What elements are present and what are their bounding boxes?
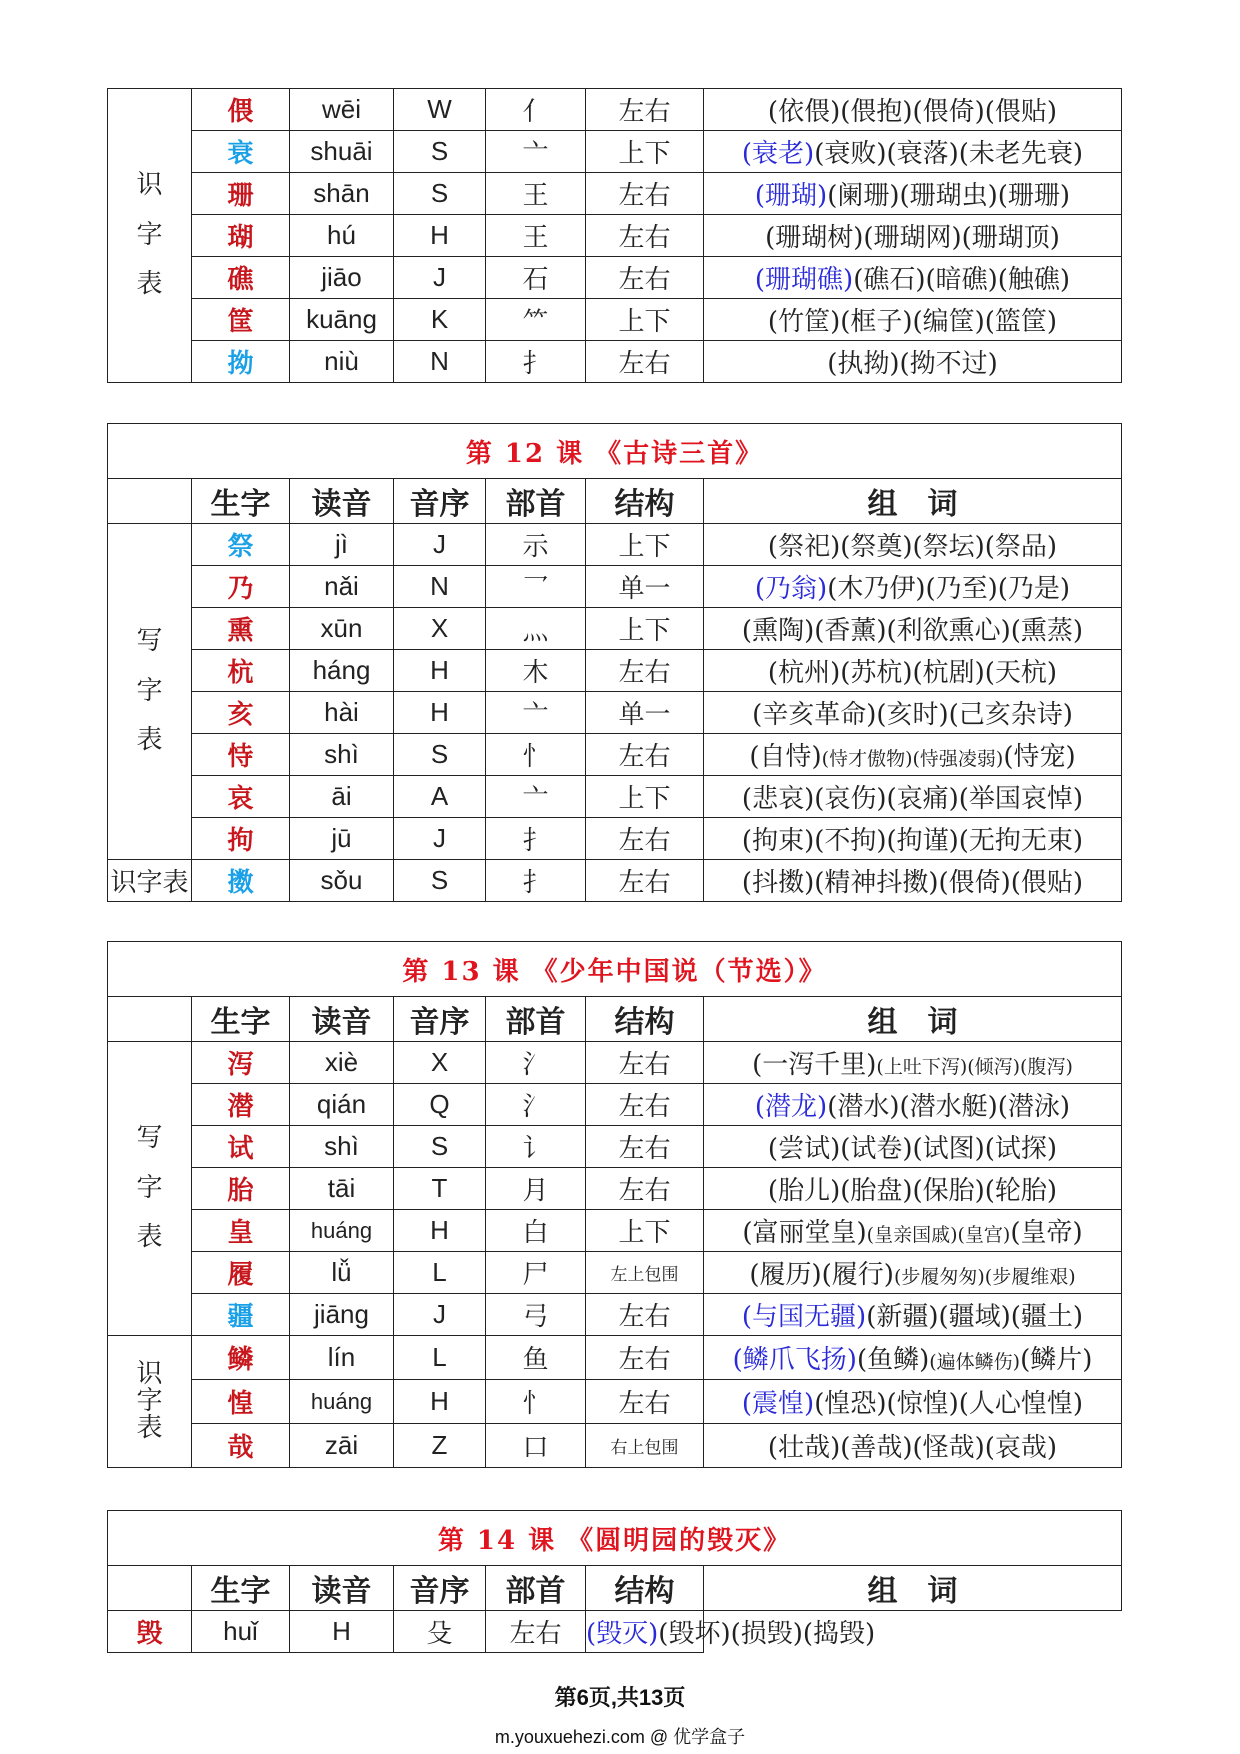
word-group: (珊瑚): [754, 181, 828, 211]
pinyin: zāi: [290, 1424, 394, 1468]
word-list: [704, 524, 1122, 566]
table-row: [108, 776, 1122, 818]
word-group: (乃翁): [754, 574, 828, 604]
pinyin: huáng: [290, 1380, 394, 1424]
sequence-letter: H: [394, 215, 486, 257]
pinyin: shì: [290, 734, 394, 776]
word-list: [704, 341, 1122, 383]
character: 擞: [192, 860, 290, 902]
word-list: [704, 1126, 1122, 1168]
pinyin: niù: [290, 341, 394, 383]
word-group: (珊瑚礁): [754, 265, 854, 295]
character: 哉: [192, 1424, 290, 1468]
character: 胎: [192, 1168, 290, 1210]
word-group: (履历)(履行): [749, 1260, 894, 1290]
word-list: [704, 1380, 1122, 1424]
character: 泻: [192, 1042, 290, 1084]
structure: 左右: [586, 257, 704, 299]
structure: 单一: [586, 566, 704, 608]
table-row: [108, 215, 1122, 257]
character: 潜: [192, 1084, 290, 1126]
table-row: [108, 173, 1122, 215]
word-list: [704, 692, 1122, 734]
structure: 上下: [586, 608, 704, 650]
table-row: [108, 1210, 1122, 1252]
header-row: [108, 1566, 1122, 1611]
structure: 上下: [586, 1210, 704, 1252]
word-group: (抖擞)(精神抖擞)(偎倚)(偎贴): [741, 868, 1084, 898]
word-list: [704, 608, 1122, 650]
word-group: (潜水)(潜水艇)(潜泳): [827, 1092, 1071, 1122]
word-list: [704, 650, 1122, 692]
radical: 亻: [486, 89, 586, 131]
word-group: (祭祀)(祭奠)(祭坛)(祭品): [767, 532, 1058, 562]
word-group: (毁坏)(损毁)(捣毁): [658, 1619, 876, 1649]
lesson-11-continued-table: [107, 88, 1122, 383]
radical: 鱼: [486, 1336, 586, 1380]
word-list: [704, 860, 1122, 902]
radical: 忄: [486, 1380, 586, 1424]
sequence-letter: J: [394, 524, 486, 566]
table-row: [108, 1126, 1122, 1168]
header-structure: 结构: [586, 1566, 704, 1611]
character: 恃: [192, 734, 290, 776]
header-blank: [108, 479, 192, 524]
sequence-letter: N: [394, 566, 486, 608]
pinyin: lín: [290, 1336, 394, 1380]
word-group: (阑珊)(珊瑚虫)(珊珊): [827, 181, 1071, 211]
word-group: (自恃): [749, 742, 822, 772]
word-list: [704, 299, 1122, 341]
structure: 左右: [586, 89, 704, 131]
pinyin: xūn: [290, 608, 394, 650]
word-group: (胎儿)(胎盘)(保胎)(轮胎): [767, 1176, 1058, 1206]
radical: 扌: [486, 818, 586, 860]
table-row: [108, 524, 1122, 566]
structure: 左右: [586, 1084, 704, 1126]
section-label-text: 写字表: [136, 626, 163, 756]
sequence-letter: S: [394, 1126, 486, 1168]
pinyin: qián: [290, 1084, 394, 1126]
header-words: 组 词: [704, 997, 1122, 1042]
header-row: [108, 997, 1122, 1042]
table-row: [108, 1252, 1122, 1294]
table-row: [108, 1380, 1122, 1424]
structure: 左右: [586, 650, 704, 692]
sequence-letter: S: [394, 734, 486, 776]
radical: 扌: [486, 860, 586, 902]
word-list: [704, 173, 1122, 215]
word-list: [704, 1210, 1122, 1252]
header-structure: 结构: [586, 479, 704, 524]
word-list: [704, 1168, 1122, 1210]
pinyin: shān: [290, 173, 394, 215]
word-group: (皇亲国戚)(皇宫): [866, 1224, 1011, 1246]
character: 偎: [192, 89, 290, 131]
word-group: (新疆)(疆域)(疆土): [866, 1302, 1084, 1332]
sequence-letter: X: [394, 608, 486, 650]
radical: 亠: [486, 776, 586, 818]
sequence-letter: T: [394, 1168, 486, 1210]
radical: 王: [486, 215, 586, 257]
character: 鳞: [192, 1336, 290, 1380]
word-list: [704, 89, 1122, 131]
structure: 左右: [586, 173, 704, 215]
word-group: (鳞片): [1020, 1345, 1093, 1375]
table-row: [108, 257, 1122, 299]
word-group: (尝试)(试卷)(试图)(试探): [767, 1134, 1058, 1164]
word-group: (衰老): [741, 139, 815, 169]
structure: 左上包围: [586, 1252, 704, 1294]
table-section-label: [108, 1336, 192, 1468]
structure: 上下: [586, 524, 704, 566]
radical: 殳: [394, 1611, 486, 1653]
sequence-letter: J: [394, 1294, 486, 1336]
header-blank: [108, 997, 192, 1042]
word-group: (珊瑚树)(珊瑚网)(珊瑚顶): [765, 223, 1060, 253]
character: 衰: [192, 131, 290, 173]
sequence-letter: W: [394, 89, 486, 131]
sequence-letter: J: [394, 257, 486, 299]
header-radical: 部首: [486, 1566, 586, 1611]
pinyin: jiāng: [290, 1294, 394, 1336]
section-label-text: 识字表: [136, 1358, 163, 1444]
pinyin: jì: [290, 524, 394, 566]
character: 毁: [108, 1611, 192, 1653]
character: 哀: [192, 776, 290, 818]
character: 筐: [192, 299, 290, 341]
character: 瑚: [192, 215, 290, 257]
header-pinyin: 读音: [290, 479, 394, 524]
word-group: (壮哉)(善哉)(怪哉)(哀哉): [767, 1433, 1058, 1463]
word-group: (竹筐)(框子)(编筐)(篮筐): [767, 307, 1058, 337]
table-row: [108, 299, 1122, 341]
structure: 上下: [586, 299, 704, 341]
word-group: (潜龙): [754, 1092, 828, 1122]
word-group: (步履匆匆)(步履维艰): [893, 1266, 1076, 1288]
structure: 左右: [586, 1168, 704, 1210]
word-list: [586, 1611, 876, 1653]
pinyin: huáng: [290, 1210, 394, 1252]
structure: 左右: [586, 818, 704, 860]
table-row: [108, 734, 1122, 776]
character: 试: [192, 1126, 290, 1168]
pinyin: shì: [290, 1126, 394, 1168]
header-sequence: 音序: [394, 997, 486, 1042]
sequence-letter: J: [394, 818, 486, 860]
header-row: [108, 479, 1122, 524]
table-row: [108, 131, 1122, 173]
table-row: [108, 1084, 1122, 1126]
word-group: (毁灭): [586, 1619, 659, 1649]
structure: 左右: [586, 1042, 704, 1084]
radical: 讠: [486, 1126, 586, 1168]
table-row: [108, 1042, 1122, 1084]
table-row: [108, 692, 1122, 734]
structure: 左右: [586, 734, 704, 776]
lesson-13-table: [107, 941, 1122, 1468]
pinyin: tāi: [290, 1168, 394, 1210]
structure: 左右: [586, 1294, 704, 1336]
table-row: [108, 566, 1122, 608]
radical: ⺮: [486, 299, 586, 341]
structure: 左右: [586, 1126, 704, 1168]
radical: 王: [486, 173, 586, 215]
header-sequence: 音序: [394, 1566, 486, 1611]
radical: 忄: [486, 734, 586, 776]
header-radical: 部首: [486, 997, 586, 1042]
radical: 灬: [486, 608, 586, 650]
table-row: [108, 1294, 1122, 1336]
sequence-letter: L: [394, 1252, 486, 1294]
pinyin: jū: [290, 818, 394, 860]
sequence-letter: S: [394, 173, 486, 215]
word-group: (与国无疆): [741, 1302, 867, 1332]
pinyin: hú: [290, 215, 394, 257]
table-row: [108, 608, 1122, 650]
word-list: [704, 215, 1122, 257]
character: 乃: [192, 566, 290, 608]
table-row: [108, 1424, 1122, 1468]
word-group: (拘束)(不拘)(拘谨)(无拘无束): [741, 826, 1084, 856]
word-group: (依偎)(偎抱)(偎倚)(偎贴): [767, 97, 1058, 127]
section-label-text: 识字表: [136, 170, 163, 300]
character: 拗: [192, 341, 290, 383]
pinyin: huǐ: [192, 1611, 290, 1653]
header-blank: [108, 1566, 192, 1611]
word-group: (遍体鳞伤): [929, 1351, 1021, 1373]
word-group: (恃才傲物)(恃强凌弱): [821, 748, 1004, 770]
word-list: [704, 566, 1122, 608]
structure: 左右: [486, 1611, 586, 1653]
table-row: [108, 860, 1122, 902]
table-row: [108, 1611, 1122, 1653]
radical: 乛: [486, 566, 586, 608]
sequence-letter: H: [394, 692, 486, 734]
radical: 亠: [486, 131, 586, 173]
pinyin: wēi: [290, 89, 394, 131]
word-group: (杭州)(苏杭)(杭剧)(天杭): [767, 658, 1058, 688]
word-list: [704, 1084, 1122, 1126]
word-group: (一泻千里): [752, 1050, 877, 1080]
word-group: (惶恐)(惊惶)(人心惶惶): [814, 1389, 1084, 1419]
header-pinyin: 读音: [290, 997, 394, 1042]
header-sequence: 音序: [394, 479, 486, 524]
word-group: (辛亥革命)(亥时)(己亥杂诗): [752, 700, 1073, 730]
radical: 尸: [486, 1252, 586, 1294]
table-row: [108, 650, 1122, 692]
word-group: (皇帝): [1010, 1218, 1083, 1248]
sequence-letter: N: [394, 341, 486, 383]
word-list: [704, 1294, 1122, 1336]
word-group: (富丽堂皇): [742, 1218, 867, 1248]
header-radical: 部首: [486, 479, 586, 524]
structure: 左右: [586, 215, 704, 257]
word-group: (鱼鳞): [856, 1345, 930, 1375]
word-list: [704, 1252, 1122, 1294]
header-char: 生字: [192, 479, 290, 524]
lesson-title: 第 12 课 《古诗三首》: [108, 424, 1122, 479]
sequence-letter: K: [394, 299, 486, 341]
character: 拘: [192, 818, 290, 860]
word-group: (恃宠): [1003, 742, 1076, 772]
word-list: [704, 734, 1122, 776]
pinyin: lǚ: [290, 1252, 394, 1294]
sequence-letter: H: [394, 650, 486, 692]
character: 疆: [192, 1294, 290, 1336]
radical: 月: [486, 1168, 586, 1210]
character: 亥: [192, 692, 290, 734]
header-structure: 结构: [586, 997, 704, 1042]
character: 惶: [192, 1380, 290, 1424]
sequence-letter: H: [290, 1611, 394, 1653]
lesson-14-table: [107, 1510, 1122, 1653]
table-section-label: [108, 89, 192, 383]
sequence-letter: H: [394, 1210, 486, 1252]
word-group: (熏陶)(香薰)(利欲熏心)(熏蒸): [741, 616, 1084, 646]
word-list: [704, 818, 1122, 860]
header-words: 组 词: [704, 479, 1122, 524]
character: 履: [192, 1252, 290, 1294]
character: 杭: [192, 650, 290, 692]
radical: 示: [486, 524, 586, 566]
site-watermark: m.youxuehezi.com @ 优学盒子: [494, 1727, 746, 1747]
table-section-label: [108, 1042, 192, 1336]
radical: 氵: [486, 1042, 586, 1084]
header-pinyin: 读音: [290, 1566, 394, 1611]
word-group: (木乃伊)(乃至)(乃是): [827, 574, 1071, 604]
word-group: (上吐下泻)(倾泻)(腹泻): [876, 1056, 1073, 1078]
table-row: [108, 89, 1122, 131]
sequence-letter: L: [394, 1336, 486, 1380]
pinyin: xiè: [290, 1042, 394, 1084]
sequence-letter: S: [394, 860, 486, 902]
structure: 左右: [586, 341, 704, 383]
sequence-letter: Z: [394, 1424, 486, 1468]
header-char: 生字: [192, 997, 290, 1042]
section-label-text: 识字表: [110, 868, 189, 898]
word-group: (悲哀)(哀伤)(哀痛)(举国哀悼): [741, 784, 1084, 814]
sequence-letter: Q: [394, 1084, 486, 1126]
pinyin: sǒu: [290, 860, 394, 902]
sequence-letter: S: [394, 131, 486, 173]
structure: 上下: [586, 776, 704, 818]
character: 皇: [192, 1210, 290, 1252]
radical: 木: [486, 650, 586, 692]
table-row: [108, 1168, 1122, 1210]
word-group: (震惶): [741, 1389, 815, 1419]
character: 礁: [192, 257, 290, 299]
word-group: (鳞爪飞扬): [732, 1345, 857, 1375]
word-list: [704, 776, 1122, 818]
word-group: (礁石)(暗礁)(触礁): [853, 265, 1071, 295]
section-label-text: 写字表: [136, 1123, 163, 1253]
table-row: [108, 341, 1122, 383]
header-words: 组 词: [704, 1566, 1122, 1611]
table-row: [108, 818, 1122, 860]
structure: 左右: [586, 1336, 704, 1380]
radical: 白: [486, 1210, 586, 1252]
word-list: [704, 131, 1122, 173]
radical: 氵: [486, 1084, 586, 1126]
word-list: [704, 257, 1122, 299]
sequence-letter: A: [394, 776, 486, 818]
pinyin: kuāng: [290, 299, 394, 341]
word-group: (衰败)(衰落)(未老先衰): [814, 139, 1084, 169]
lesson-title: 第 14 课 《圆明园的毁灭》: [108, 1511, 1122, 1566]
word-group: (执拗)(拗不过): [827, 349, 998, 379]
structure: 左右: [586, 860, 704, 902]
sequence-letter: X: [394, 1042, 486, 1084]
radical: 亠: [486, 692, 586, 734]
character: 祭: [192, 524, 290, 566]
structure: 右上包围: [586, 1424, 704, 1468]
structure: 上下: [586, 131, 704, 173]
sequence-letter: H: [394, 1380, 486, 1424]
structure: 左右: [586, 1380, 704, 1424]
radical: 扌: [486, 341, 586, 383]
radical: 弓: [486, 1294, 586, 1336]
pinyin: nǎi: [290, 566, 394, 608]
structure: 单一: [586, 692, 704, 734]
word-list: [704, 1042, 1122, 1084]
character: 珊: [192, 173, 290, 215]
radical: 口: [486, 1424, 586, 1468]
table-row: [108, 1336, 1122, 1380]
pinyin: shuāi: [290, 131, 394, 173]
word-list: [704, 1336, 1122, 1380]
character: 熏: [192, 608, 290, 650]
lesson-title: 第 13 课 《少年中国说（节选）》: [108, 942, 1122, 997]
page-number: 第6页,共13页: [554, 1685, 686, 1710]
lesson-12-table: [107, 423, 1122, 902]
header-char: 生字: [192, 1566, 290, 1611]
table-section-label: [108, 524, 192, 860]
radical: 石: [486, 257, 586, 299]
pinyin: háng: [290, 650, 394, 692]
pinyin: āi: [290, 776, 394, 818]
pinyin: hài: [290, 692, 394, 734]
word-list: [704, 1424, 1122, 1468]
pinyin: jiāo: [290, 257, 394, 299]
table-section-label: [108, 860, 192, 902]
